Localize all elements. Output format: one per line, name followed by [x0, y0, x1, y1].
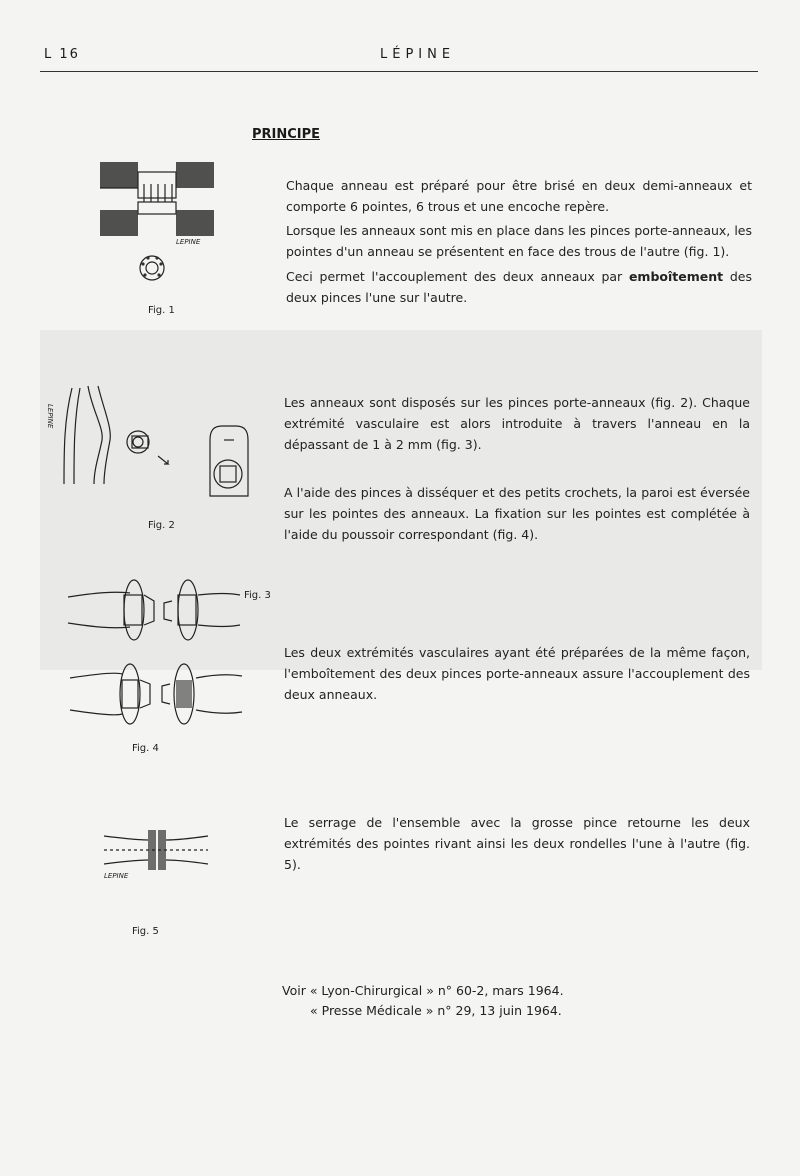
header-rule: [40, 71, 758, 72]
paragraph-3: [286, 266, 752, 308]
fig-5-illustration: [100, 826, 220, 886]
fig-4-label: Fig. 4: [132, 743, 159, 754]
paragraph-3-end: des deux pinces l'une sur l'autre.: [286, 269, 752, 305]
fig-3-label: Fig. 3: [244, 590, 271, 601]
fig-2-engraving: LEPINE: [46, 404, 54, 429]
paragraph-7: Le serrage de l'ensemble avec la grosse pince retourne les deux extrémités des pointes rivant ainsi les deux rondelles l'une à l'autre (fig. 5).: [284, 815, 750, 872]
paragraph-3-bold: emboîtement: [628, 269, 724, 284]
section-heading: PRINCIPE: [252, 127, 321, 142]
paragraph-3-start: Ceci permet l'accouplement des deux anneaux par: [286, 269, 629, 284]
paragraph-1: Chaque anneau est préparé pour être brisé en deux demi-anneaux et comporte 6 pointes, 6 trous et une encoche repère.: [286, 178, 752, 214]
paragraph-4: Les anneaux sont disposés sur les pinces porte-anneaux (fig. 2). Chaque extrémité vasculaire est alors introduite à travers l'anneau en la dépassant de 1 à 2 mm (fig. 3).: [284, 395, 750, 452]
brand-title: LÉPINE: [380, 47, 456, 62]
fig-1-label: Fig. 1: [148, 305, 175, 316]
fig-1-illustration: [96, 158, 216, 288]
reference-line-2: « Presse Médicale » n° 29, 13 juin 1964.: [310, 1003, 562, 1018]
paragraph-6: Les deux extrémités vasculaires ayant été préparées de la même façon, l'emboîtement des deux pinces porte-anneaux assure l'accouplement des deux anneaux.: [284, 645, 750, 702]
paragraph-5: A l'aide des pinces à disséquer et des petits crochets, la paroi est éversée sur les pointes des anneaux. La fixation sur les pointes est complétée à l'aide du poussoir correspondant (fig. 4).: [284, 485, 750, 542]
fig-2-label: Fig. 2: [148, 520, 175, 531]
reference-line-1: Voir « Lyon-Chirurgical » n° 60-2, mars 1964.: [282, 983, 564, 998]
page-number: L 16: [44, 47, 80, 62]
fig-3-illustration: [64, 575, 244, 635]
fig-5-label: Fig. 5: [132, 926, 159, 937]
fig-2-illustration: [40, 380, 260, 520]
fig-4-illustration: [66, 658, 246, 728]
fig-1-engraving: LEPINE: [176, 238, 201, 246]
fig-5-engraving: LEPINE: [104, 872, 129, 880]
paragraph-2: Lorsque les anneaux sont mis en place dans les pinces porte-anneaux, les pointes d'un anneau se présentent en face des trous de l'autre (fig. 1).: [286, 223, 752, 259]
